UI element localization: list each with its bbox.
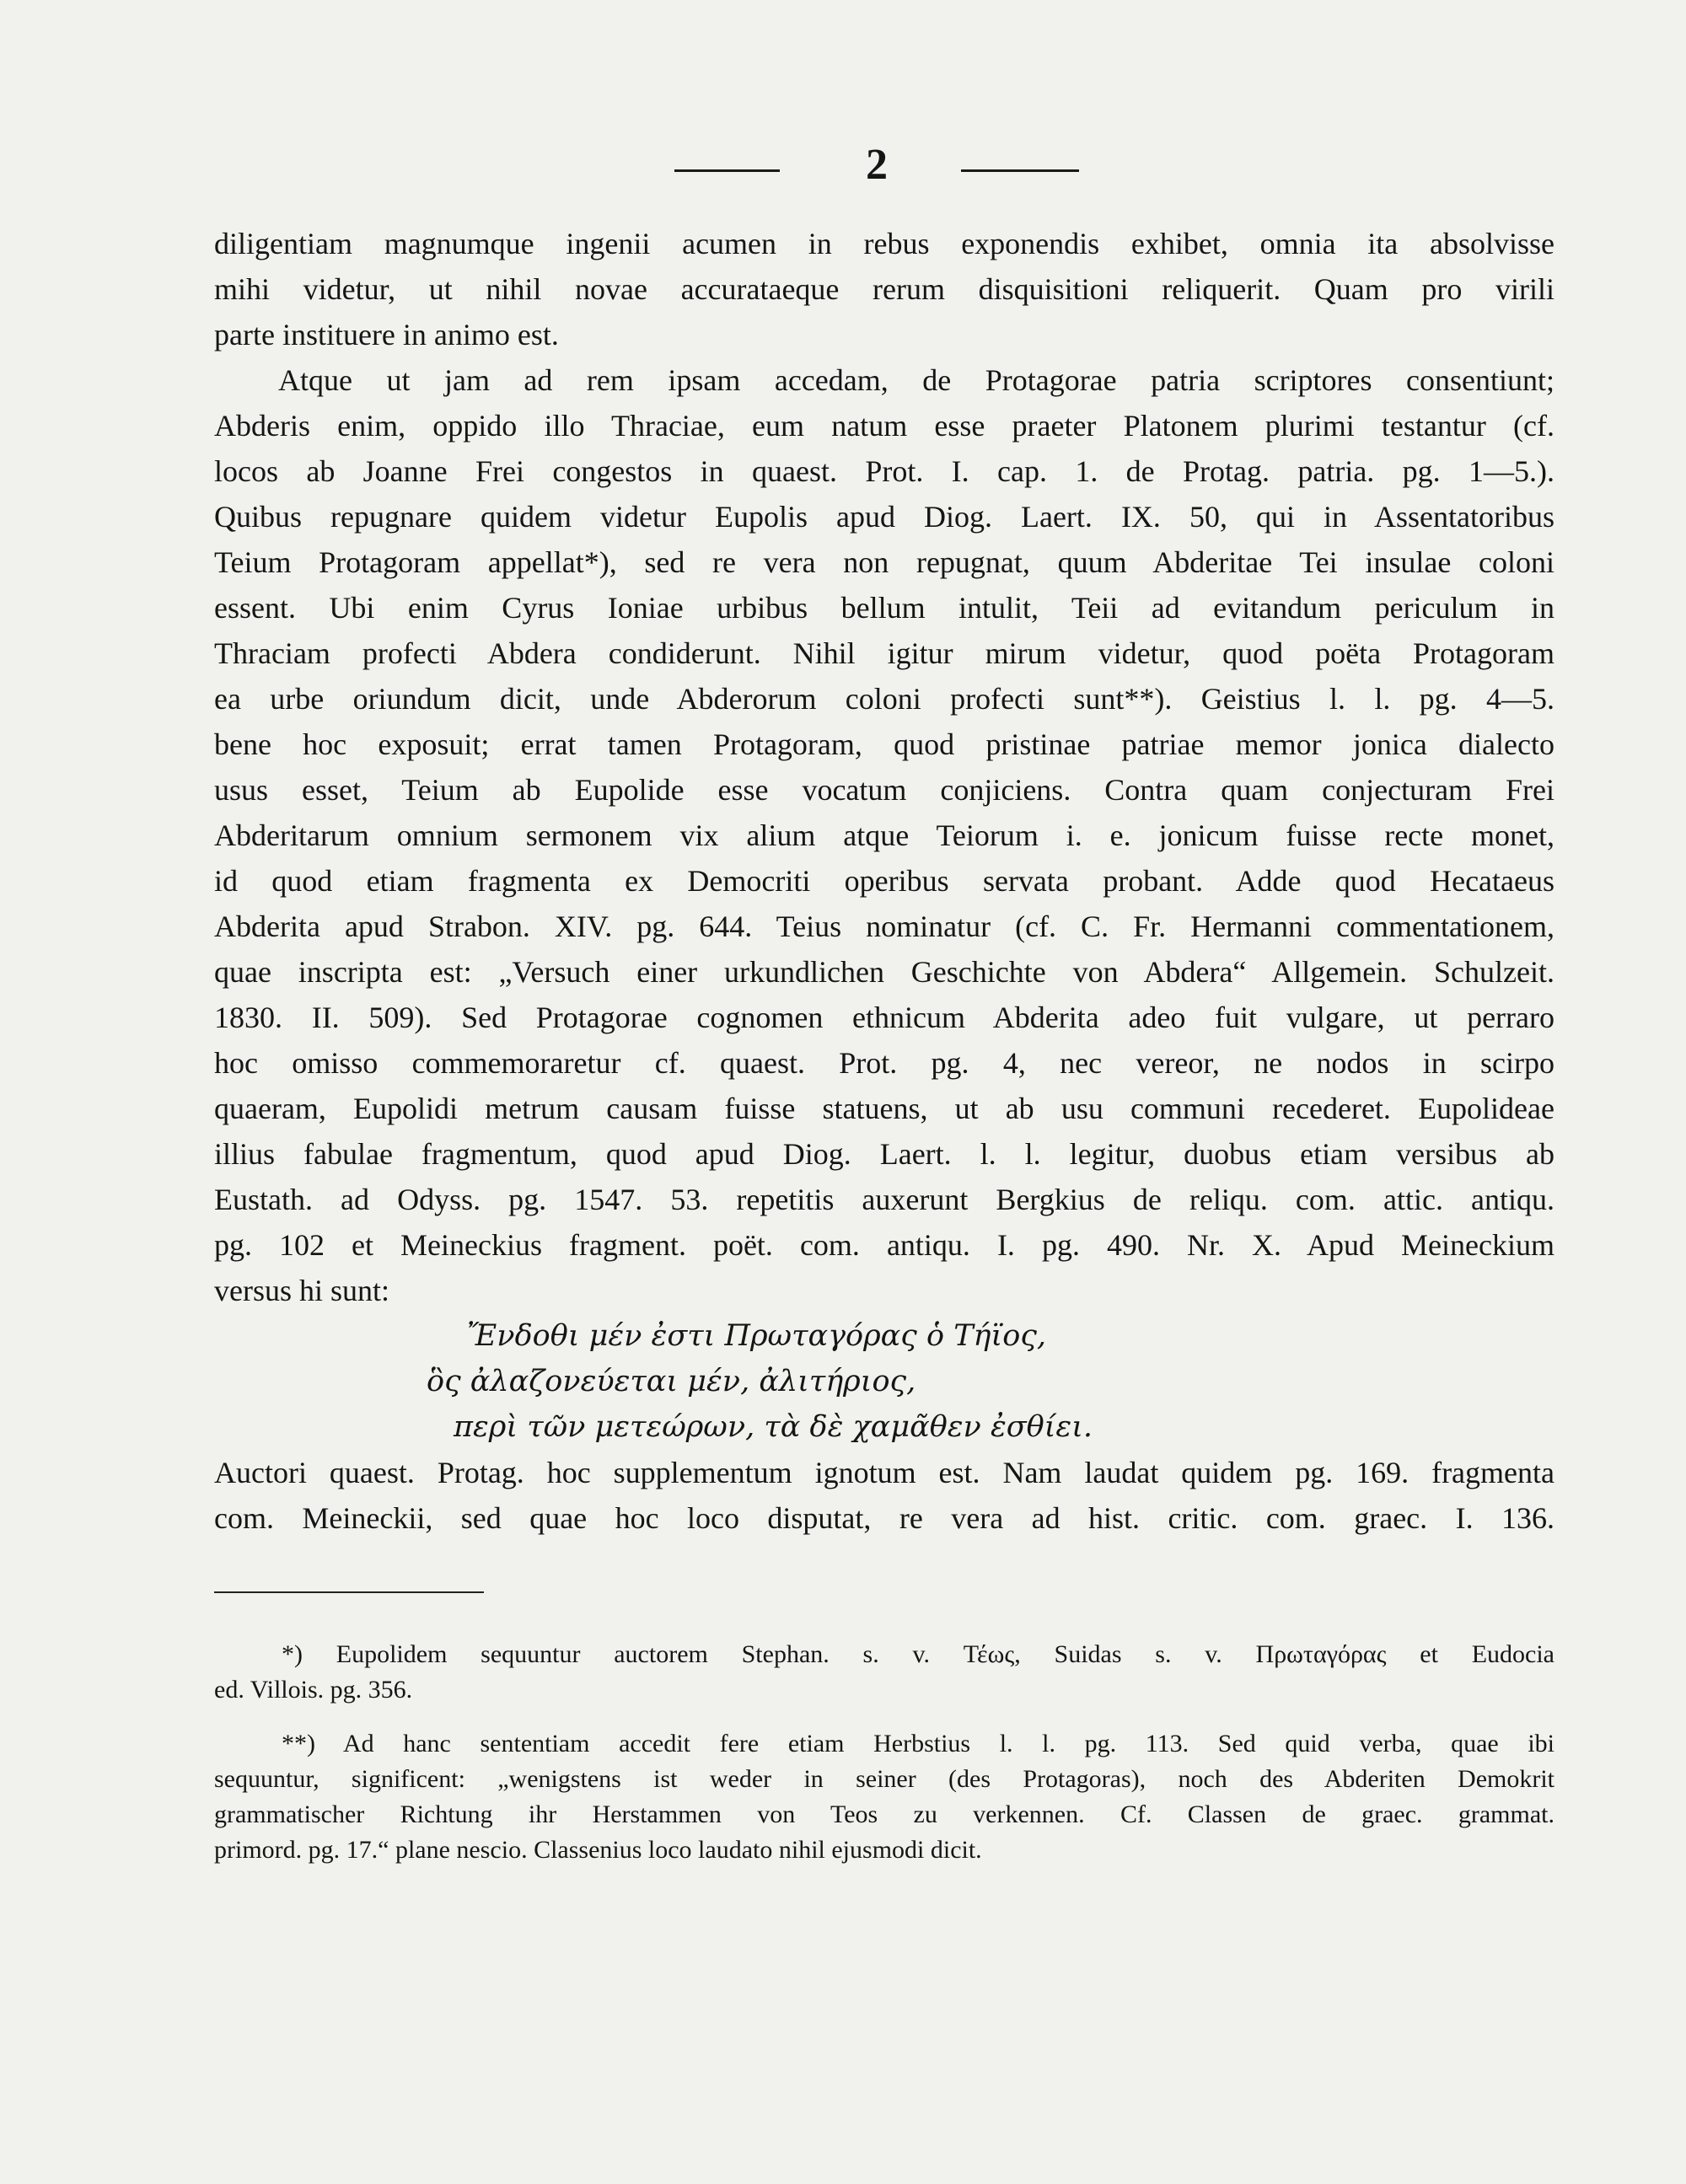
text-line: Abderita apud Strabon. XIV. pg. 644. Teius nominatur (cf. C. Fr. Hermanni commentationem, <box>214 910 1554 943</box>
text-line: illius fabulae fragmentum, quod apud Diog. Laert. l. l. legitur, duobus etiam versibus ab <box>214 1137 1554 1171</box>
greek-verse: ὃς ἀλαζονεύεται μέν, ἀλιτήριος, <box>427 1365 916 1398</box>
text-line: Atque ut jam ad rem ipsam accedam, de Protagorae patria scriptores consentiunt; <box>278 363 1554 397</box>
text-line: pg. 102 et Meineckius fragment. poët. com. antiqu. I. pg. 490. Nr. X. Apud Meineckium <box>214 1228 1554 1262</box>
text-line: 1830. II. 509). Sed Protagorae cognomen ethnicum Abderita adeo fuit vulgare, ut perraro <box>214 1001 1554 1034</box>
text-line: Quibus repugnare quidem videtur Eupolis apud Diog. Laert. IX. 50, qui in Assentatoribus <box>214 500 1554 534</box>
footnote-line: **) Ad hanc sententiam accedit fere etiam Herbstius l. l. pg. 113. Sed quid verba, quae ibi <box>282 1730 1554 1757</box>
text-line: Auctori quaest. Protag. hoc supplementum ignotum est. Nam laudat quidem pg. 169. fragmenta <box>214 1456 1554 1489</box>
footnote-2 <box>214 1726 1554 1868</box>
text-line: quaeram, Eupolidi metrum causam fuisse statuens, ut ab usu communi recederet. Eupolideae <box>214 1092 1554 1125</box>
text-line: usus esset, Teium ab Eupolide esse vocatum conjiciens. Contra quam conjecturam Frei <box>214 773 1554 807</box>
page-header <box>0 142 1686 192</box>
footnote-line: primord. pg. 17.“ plane nescio. Classenius loco laudato nihil ejusmodi dicit. <box>214 1836 982 1864</box>
text-line: quae inscripta est: „Versuch einer urkundlichen Geschichte von Abdera“ Allgemein. Schulzeit. <box>214 955 1554 989</box>
text-line: Abderis enim, oppido illo Thraciae, eum natum esse praeter Platonem plurimi testantur (cf. <box>214 409 1554 443</box>
footnote-line: sequuntur, significent: „wenigstens ist weder in seiner (des Protagoras), noch des Abderiten Demokrit <box>214 1765 1554 1793</box>
text-line: Abderitarum omnium sermonem vix alium atque Teiorum i. e. jonicum fuisse recte monet, <box>214 818 1554 852</box>
text-line: Eustath. ad Odyss. pg. 1547. 53. repetitis auxerunt Bergkius de reliqu. com. attic. antiqu. <box>214 1183 1554 1216</box>
footnote-1 <box>214 1637 1554 1708</box>
text-line: essent. Ubi enim Cyrus Ioniae urbibus bellum intulit, Teii ad evitandum periculum in <box>214 591 1554 625</box>
header-rule-right <box>961 169 1079 172</box>
footnote-line: *) Eupolidem sequuntur auctorem Stephan. s. v. Τέως, Suidas s. v. Πρωταγόρας et Eudocia <box>282 1640 1554 1668</box>
greek-verse: περὶ τῶν μετεώρων, τὰ δὲ χαμᾶθεν ἐσθίει. <box>454 1410 1093 1444</box>
footnotes <box>214 1637 1554 1868</box>
text-line: com. Meineckii, sed quae hoc loco disputat, re vera ad hist. critic. com. graec. I. 136. <box>214 1501 1554 1535</box>
text-line: Thraciam profecti Abdera condiderunt. Nihil igitur mirum videtur, quod poëta Protagoram <box>214 636 1554 670</box>
footnote-line: grammatischer Richtung ihr Herstammen von Teos zu verkennen. Cf. Classen de graec. grammat. <box>214 1800 1554 1828</box>
text-line: bene hoc exposuit; errat tamen Protagoram, quod pristinae patriae memor jonica dialecto <box>214 727 1554 761</box>
text-line: versus hi sunt: <box>214 1274 390 1307</box>
text-line: parte instituere in animo est. <box>214 318 559 351</box>
header-rule-left <box>674 169 780 172</box>
text-line: hoc omisso commemoraretur cf. quaest. Prot. pg. 4, nec vereor, ne nodos in scirpo <box>214 1046 1554 1080</box>
footnote-line: ed. Villois. pg. 356. <box>214 1676 413 1704</box>
text-line: id quod etiam fragmenta ex Democriti operibus servata probant. Adde quod Hecataeus <box>214 864 1554 898</box>
text-line: Teium Protagoram appellat*), sed re vera non repugnat, quum Abderitae Tei insulae coloni <box>214 545 1554 579</box>
main-text <box>214 221 1554 1541</box>
text-line: mihi videtur, ut nihil novae accurataeque rerum disquisitioni reliquerit. Quam pro virili <box>214 272 1554 306</box>
greek-verse: Ἔνδοθι μέν ἐστι Πρωταγόρας ὁ Τήϊος, <box>467 1319 1047 1353</box>
text-line: locos ab Joanne Frei congestos in quaest. Prot. I. cap. 1. de Protag. patria. pg. 1—5.). <box>214 454 1554 488</box>
text-line: diligentiam magnumque ingenii acumen in rebus exponendis exhibet, omnia ita absolvisse <box>214 227 1554 260</box>
text-line: ea urbe oriundum dicit, unde Abderorum coloni profecti sunt**). Geistius l. l. pg. 4—5. <box>214 682 1554 716</box>
footnote-separator <box>214 1591 484 1593</box>
page-number: 2 <box>866 141 888 189</box>
